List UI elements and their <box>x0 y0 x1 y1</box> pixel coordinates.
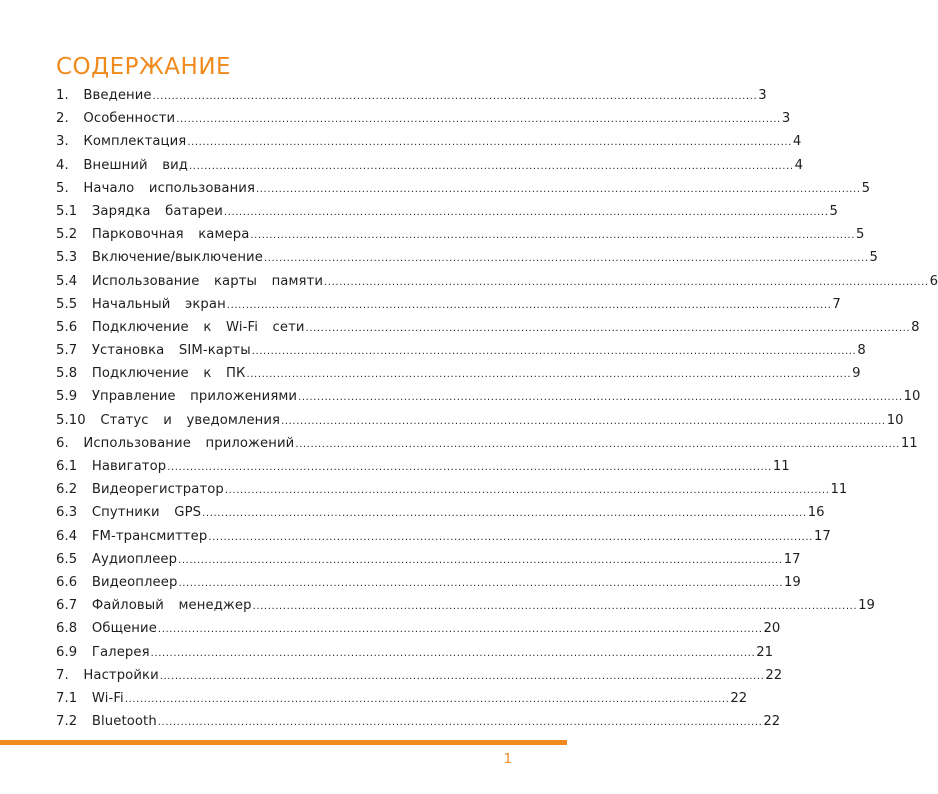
toc-entry[interactable] <box>56 293 841 316</box>
toc-entry-label: 5.3 Включение/выключение <box>56 250 263 266</box>
toc-leader-dots: ................................................................................................................................................................ <box>176 114 781 126</box>
toc-leader-dots: ................................................................................................................................................................ <box>324 276 929 288</box>
toc-entry-page: 3 <box>758 88 767 103</box>
toc-entry[interactable] <box>56 177 870 200</box>
toc-entry-label: 6.5 Аудиоплеер <box>56 551 178 567</box>
page-number: 1 <box>503 752 512 767</box>
toc-entry-label: 6.6 Видеоплеер <box>56 574 178 590</box>
page-title: СОДЕРЖАНИЕ <box>56 54 232 80</box>
toc-entry-label: 5.4 Использование карты памяти <box>56 273 324 289</box>
toc-entry[interactable] <box>56 339 866 362</box>
toc-entry-label: 6.4 FM-трансмиттер <box>56 528 208 544</box>
toc-entry[interactable] <box>56 548 801 571</box>
toc-entry[interactable] <box>56 316 920 339</box>
toc-entry-label: 5.7 Установка SIM-карты <box>56 343 251 359</box>
toc-entry-page: 5 <box>829 203 838 219</box>
toc-entry[interactable] <box>56 687 748 710</box>
toc-entry-page: 21 <box>756 644 774 660</box>
toc-entry[interactable] <box>56 594 875 617</box>
toc-entry[interactable] <box>56 223 865 246</box>
toc-leader-dots: ................................................................................................................................................................ <box>178 554 783 566</box>
toc-entry[interactable] <box>56 525 831 548</box>
toc-entry-page: 8 <box>857 343 866 359</box>
toc-leader-dots: ................................................................................................................................................................ <box>281 415 886 427</box>
toc-entry-label: 5. Начало использования <box>56 180 255 196</box>
toc-entry-page: 19 <box>858 598 875 614</box>
toc-entry[interactable] <box>56 478 848 501</box>
toc-entry[interactable] <box>56 270 938 293</box>
toc-entry-page: 11 <box>772 459 790 474</box>
toc-entry[interactable] <box>56 432 918 455</box>
toc-entry-page: 3 <box>781 111 791 127</box>
toc-leader-dots: ................................................................................................................................................................ <box>224 485 830 497</box>
toc-entry[interactable] <box>56 409 904 432</box>
toc-entry-label: 6.1 Навигатор <box>56 459 167 474</box>
toc-entry[interactable] <box>56 154 804 177</box>
toc-leader-dots: ................................................................................................................................................................ <box>223 206 829 218</box>
toc-entry-label: 2. Особенности <box>56 111 176 127</box>
toc-entry-page: 19 <box>784 574 801 590</box>
toc-entry-page: 11 <box>900 435 918 451</box>
toc-entry[interactable] <box>56 385 921 408</box>
toc-entry-page: 10 <box>886 412 904 428</box>
toc-leader-dots: ................................................................................................................................................................ <box>150 647 756 659</box>
toc-entry-page: 5 <box>869 250 878 266</box>
toc-entry-label: 6.2 Видеорегистратор <box>56 482 224 498</box>
toc-leader-dots: ................................................................................................................................................................ <box>246 369 852 381</box>
table-of-contents <box>56 84 938 733</box>
toc-entry-label: 5.2 Парковочная камера <box>56 227 250 243</box>
toc-entry-page: 6 <box>929 273 938 289</box>
toc-entry[interactable] <box>56 571 801 594</box>
toc-leader-dots: ................................................................................................................................................................ <box>263 253 869 265</box>
toc-entry-page: 4 <box>792 134 802 150</box>
toc-leader-dots: ................................................................................................................................................................ <box>189 160 794 172</box>
toc-leader-dots: ................................................................................................................................................................ <box>226 299 832 311</box>
toc-entry-page: 22 <box>765 667 783 683</box>
toc-entry-label: 5.9 Управление приложениями <box>56 389 298 405</box>
toc-entry-label: 6.7 Файловый менеджер <box>56 598 252 614</box>
toc-entry[interactable] <box>56 710 781 733</box>
toc-entry[interactable] <box>56 455 790 478</box>
toc-entry-page: 17 <box>813 528 831 544</box>
toc-leader-dots: ................................................................................................................................................................ <box>305 322 911 334</box>
toc-entry-label: 6.9 Галерея <box>56 644 150 660</box>
toc-leader-dots: ................................................................................................................................................................ <box>157 624 763 636</box>
toc-leader-dots: ................................................................................................................................................................ <box>250 230 855 242</box>
toc-leader-dots: ................................................................................................................................................................ <box>152 91 758 102</box>
toc-entry-page: 8 <box>911 319 920 335</box>
toc-entry[interactable] <box>56 362 861 385</box>
toc-entry-page: 20 <box>763 621 781 637</box>
toc-entry-label: 6.3 Спутники GPS <box>56 505 202 521</box>
toc-entry-page: 17 <box>783 551 801 567</box>
toc-entry-label: 1. Введение <box>56 88 152 103</box>
toc-leader-dots: ................................................................................................................................................................ <box>157 717 763 729</box>
toc-entry-label: 7.1 Wi-Fi <box>56 690 124 706</box>
toc-leader-dots: ................................................................................................................................................................ <box>187 137 792 149</box>
toc-leader-dots: ................................................................................................................................................................ <box>252 601 858 613</box>
toc-entry-label: 4. Внешний вид <box>56 157 189 173</box>
toc-entry-label: 7.2 Bluetooth <box>56 714 157 730</box>
toc-entry[interactable] <box>56 617 781 640</box>
toc-leader-dots: ................................................................................................................................................................ <box>178 577 784 589</box>
toc-leader-dots: ................................................................................................................................................................ <box>208 531 813 543</box>
toc-leader-dots: ................................................................................................................................................................ <box>251 346 857 358</box>
toc-entry-label: 6.8 Общение <box>56 621 157 637</box>
toc-leader-dots: ................................................................................................................................................................ <box>256 183 861 195</box>
toc-entry-page: 9 <box>852 366 861 382</box>
toc-entry-label: 5.5 Начальный экран <box>56 296 226 312</box>
toc-entry-page: 10 <box>903 389 921 405</box>
toc-entry[interactable] <box>56 246 878 269</box>
toc-entry[interactable] <box>56 200 838 223</box>
toc-entry[interactable] <box>56 664 783 687</box>
toc-entry-label: 5.10 Статус и уведомления <box>56 412 281 428</box>
toc-leader-dots: ................................................................................................................................................................ <box>295 438 900 450</box>
toc-entry-page: 7 <box>832 296 841 312</box>
toc-entry-label: 6. Использование приложений <box>56 435 295 451</box>
toc-entry[interactable] <box>56 84 767 107</box>
toc-entry-label: 7. Настройки <box>56 667 159 683</box>
toc-leader-dots: ................................................................................................................................................................ <box>159 670 765 682</box>
toc-leader-dots: ................................................................................................................................................................ <box>298 392 903 404</box>
toc-entry-label: 5.1 Зарядка батареи <box>56 203 223 219</box>
toc-entry[interactable] <box>56 641 774 664</box>
toc-entry-label: 5.6 Подключение к Wi-Fi сети <box>56 319 305 335</box>
toc-leader-dots: ................................................................................................................................................................ <box>124 693 730 705</box>
toc-leader-dots: ................................................................................................................................................................ <box>167 462 772 473</box>
footer-divider <box>0 740 567 745</box>
toc-entry-page: 5 <box>861 180 870 196</box>
toc-entry-page: 22 <box>763 714 781 730</box>
toc-entry-label: 3. Комплектация <box>56 134 187 150</box>
toc-entry[interactable] <box>56 501 825 524</box>
toc-entry-label: 5.8 Подключение к ПК <box>56 366 246 382</box>
toc-leader-dots: ................................................................................................................................................................ <box>202 508 807 520</box>
toc-entry-page: 22 <box>730 690 748 706</box>
toc-entry[interactable] <box>56 130 802 153</box>
toc-entry-page: 5 <box>855 227 865 243</box>
toc-entry-page: 4 <box>794 157 804 173</box>
toc-entry[interactable] <box>56 107 791 130</box>
toc-entry-page: 11 <box>830 482 848 498</box>
toc-entry-page: 16 <box>807 505 825 521</box>
